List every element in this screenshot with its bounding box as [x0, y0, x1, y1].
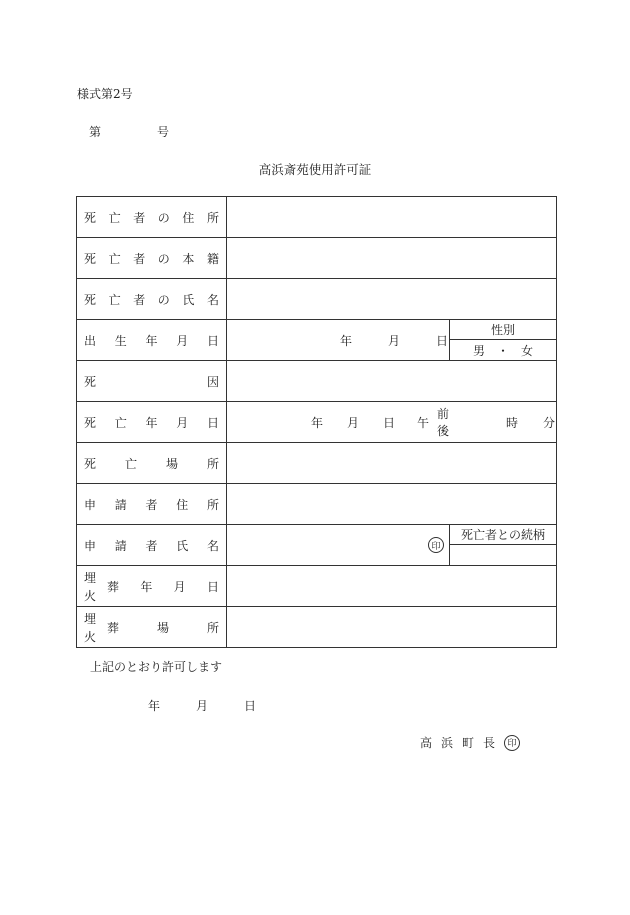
- unit-minute: 分: [543, 415, 556, 430]
- seal-icon: 印: [504, 735, 520, 751]
- label-char: 申: [84, 538, 97, 553]
- document-title: 高浜斎苑使用許可証: [258, 162, 372, 177]
- gender-box: [449, 320, 556, 360]
- label-char: の: [157, 292, 170, 307]
- label-char: 籍: [206, 251, 219, 266]
- field-death-date[interactable]: [227, 402, 557, 443]
- unit-noon: 午: [417, 415, 430, 430]
- label-char: 死: [84, 456, 97, 471]
- row-applicant-address: [77, 484, 557, 525]
- label-char: 亡: [124, 456, 137, 471]
- label-char: 年: [145, 333, 158, 348]
- label-char: 死: [84, 415, 97, 430]
- label-char: 所: [206, 621, 219, 635]
- row-deceased-name: [77, 279, 557, 320]
- row-cause-of-death: [77, 361, 557, 402]
- label-char: 亡: [108, 292, 121, 307]
- field-cause-of-death[interactable]: [227, 361, 557, 402]
- label-char: 月: [176, 333, 189, 348]
- field-burial-place[interactable]: [227, 607, 557, 648]
- label-char: 死: [84, 251, 97, 266]
- label-char: 住: [176, 497, 189, 512]
- label-char: 場: [156, 621, 169, 635]
- label-bury-char: 埋: [84, 571, 97, 585]
- label-char: 浜: [441, 736, 454, 750]
- field-applicant-name[interactable]: [227, 525, 557, 566]
- label-char: 高: [420, 736, 433, 750]
- unit-year: 年: [340, 333, 353, 348]
- label-char: 者: [133, 251, 146, 266]
- label-cause-first: 死: [84, 374, 97, 389]
- label-char: 亡: [114, 415, 127, 430]
- label-cremate-char: 火: [84, 630, 97, 644]
- label-char: 本: [182, 251, 195, 266]
- row-burial-date: [77, 566, 557, 607]
- unit-day: 日: [436, 333, 449, 348]
- field-deceased-domicile[interactable]: [227, 238, 557, 279]
- label-char: 月: [173, 580, 186, 594]
- label-char: 出: [84, 333, 97, 348]
- label-char: 生: [114, 333, 127, 348]
- unit-month: 月: [196, 699, 209, 713]
- label-char: 日: [206, 580, 219, 594]
- row-birth-date: [77, 320, 557, 361]
- permit-form-table: [76, 196, 557, 648]
- label-char: 名: [206, 538, 219, 553]
- unit-hour: 時: [506, 415, 519, 430]
- row-deceased-address: [77, 197, 557, 238]
- field-burial-date[interactable]: [227, 566, 557, 607]
- label-char: 所: [206, 456, 219, 471]
- label-char: 死: [84, 292, 97, 307]
- unit-month: 月: [347, 415, 360, 430]
- am-pm-selector[interactable]: [437, 405, 449, 437]
- label-char: 葬: [107, 580, 120, 594]
- label-deceased-domicile: [84, 250, 219, 267]
- label-birth-date: [84, 332, 219, 349]
- label-char: の: [157, 251, 170, 266]
- label-char: 氏: [176, 538, 189, 553]
- label-bury-char: 埋: [84, 612, 97, 626]
- label-char: 請: [114, 497, 127, 512]
- row-deceased-domicile: [77, 238, 557, 279]
- label-char: 者: [133, 210, 146, 225]
- label-deceased-address: [84, 209, 219, 226]
- unit-day: 日: [383, 415, 396, 430]
- relationship-label: 死亡者との続柄: [450, 525, 556, 545]
- seal-icon: 印: [428, 537, 444, 553]
- row-death-place: [77, 443, 557, 484]
- am-label: 前: [437, 407, 450, 421]
- label-applicant-name: [84, 537, 219, 554]
- label-char: 請: [114, 538, 127, 553]
- label-char: 者: [133, 292, 146, 307]
- label-char: 所: [206, 210, 219, 225]
- label-applicant-address: [84, 496, 219, 513]
- unit-year: 年: [311, 415, 324, 430]
- gender-options[interactable]: 男 ・ 女: [472, 343, 533, 358]
- field-deceased-address[interactable]: [227, 197, 557, 238]
- label-death-date: [84, 414, 219, 431]
- label-char: 日: [206, 415, 219, 430]
- label-char: 年: [145, 415, 158, 430]
- label-cause-last: 因: [206, 374, 219, 389]
- label-char: 住: [182, 210, 195, 225]
- number-prefix: 第: [89, 125, 102, 139]
- label-char: 名: [206, 292, 219, 307]
- label-death-place: [84, 455, 219, 472]
- label-char: 町: [462, 736, 475, 750]
- label-char: 長: [483, 736, 496, 750]
- unit-year: 年: [148, 699, 161, 713]
- label-char: の: [157, 210, 170, 225]
- row-applicant-name: [77, 525, 557, 566]
- label-char: 亡: [108, 210, 121, 225]
- row-death-date: [77, 402, 557, 443]
- field-applicant-address[interactable]: [227, 484, 557, 525]
- label-char: 年: [140, 580, 153, 594]
- unit-month: 月: [388, 333, 401, 348]
- label-char: 月: [176, 415, 189, 430]
- label-cremate-char: 火: [84, 589, 97, 603]
- issue-date: [148, 697, 256, 714]
- relationship-field[interactable]: [450, 545, 556, 565]
- label-char: 者: [145, 538, 158, 553]
- field-death-place[interactable]: [227, 443, 557, 484]
- label-char: 氏: [182, 292, 195, 307]
- mayor-title: [420, 734, 495, 751]
- label-deceased-name: [84, 291, 219, 308]
- row-burial-place: [77, 607, 557, 648]
- label-char: 葬: [107, 621, 120, 635]
- permit-statement: 上記のとおり許可します: [90, 660, 223, 674]
- field-deceased-name[interactable]: [227, 279, 557, 320]
- gender-header: 性別: [450, 320, 556, 340]
- pm-label: 後: [437, 424, 450, 438]
- label-char: 日: [206, 333, 219, 348]
- field-birth-date[interactable]: [227, 320, 557, 361]
- label-char: 所: [206, 497, 219, 512]
- label-char: 場: [165, 456, 178, 471]
- mayor-signature: [420, 734, 520, 751]
- number-suffix: 号: [156, 125, 169, 139]
- label-char: 者: [145, 497, 158, 512]
- label-char: 亡: [108, 251, 121, 266]
- label-char: 死: [84, 210, 97, 225]
- label-char: 申: [84, 497, 97, 512]
- form-label: 様式第2号: [77, 87, 133, 101]
- relationship-box: [449, 525, 556, 565]
- document-number: [89, 123, 169, 140]
- unit-day: 日: [244, 699, 257, 713]
